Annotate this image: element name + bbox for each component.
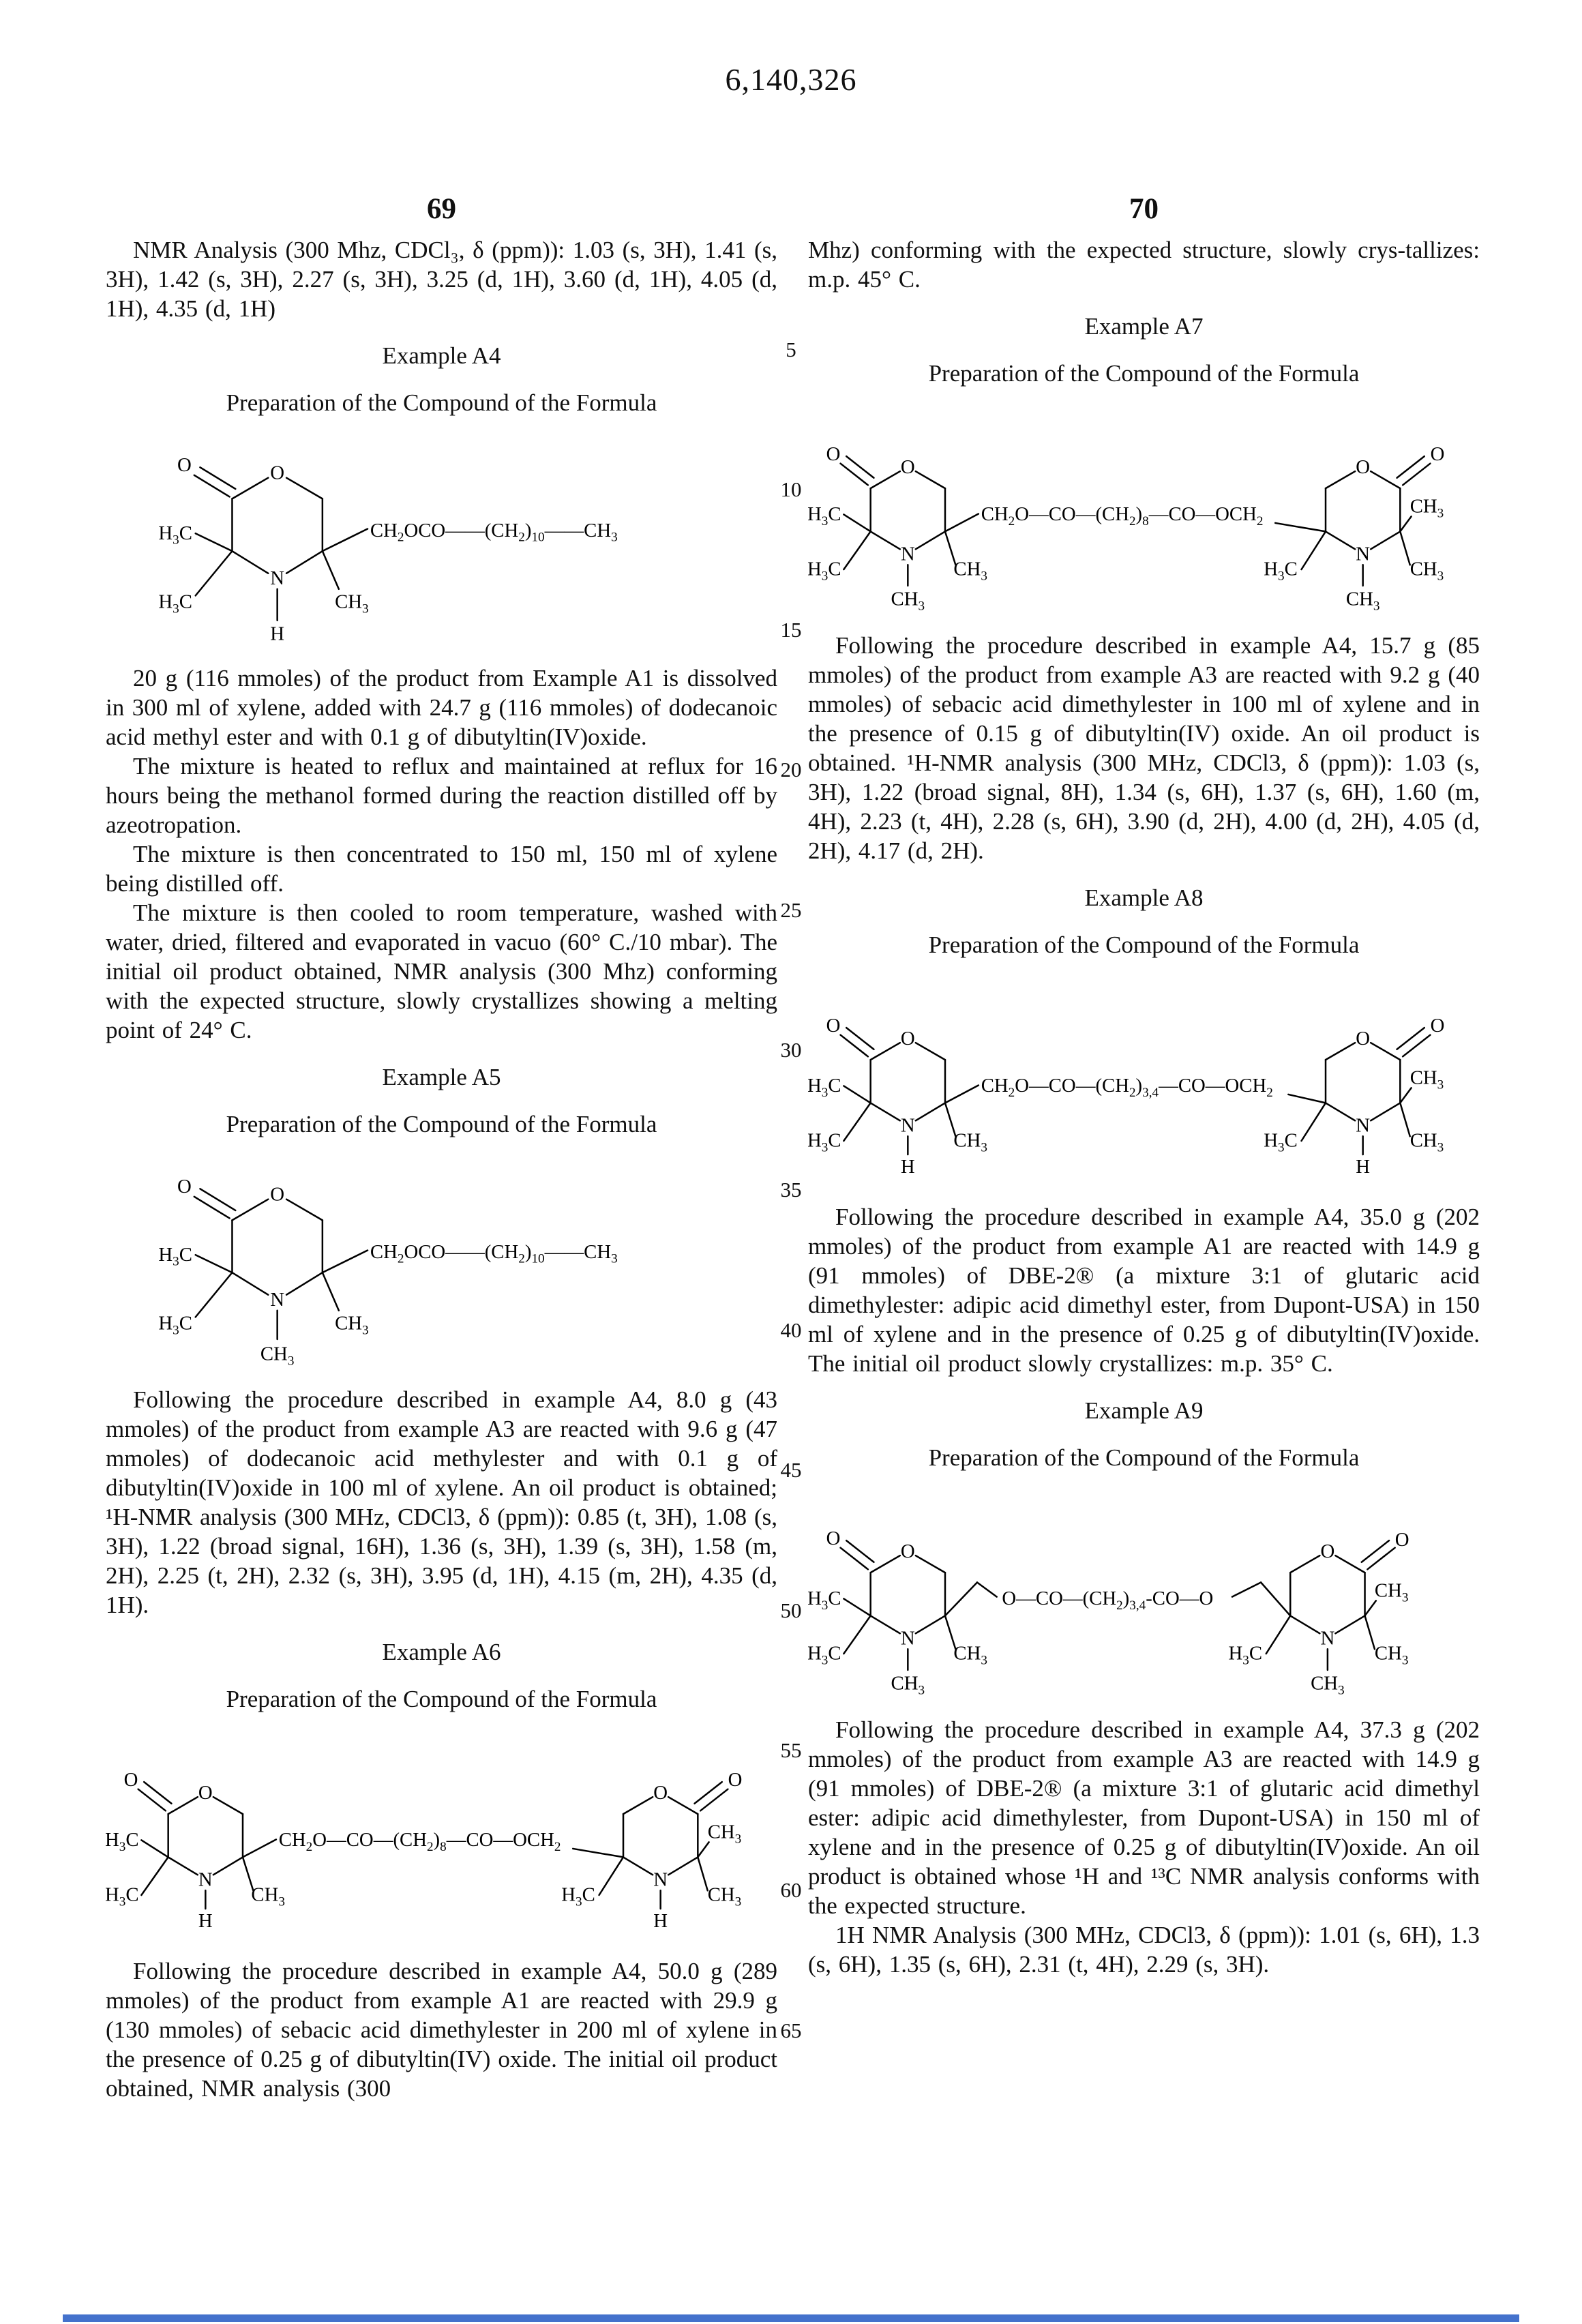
body-paragraph: 20 g (116 mmoles) of the product from Example A1 is dissolved in 300 ml of xylene, added with 24.7 g (116 mmoles) of dodecanoic acid methyl ester and with 0.1 g of dibutyltin(IV)oxide. <box>106 665 777 750</box>
bond-line <box>916 471 945 488</box>
atom-label: N <box>1320 1627 1335 1650</box>
atom-label: $H_3C$ <box>808 558 841 584</box>
preparation-heading: Preparation of the Compound of the Formula <box>226 1111 657 1137</box>
bond-line <box>1367 1548 1394 1570</box>
bond-line <box>232 1272 268 1295</box>
atom-label: $CH_3$ <box>1374 1579 1409 1605</box>
gutter-line-number: 10 <box>780 477 802 501</box>
structure-a7-drawing <box>808 395 1463 617</box>
bond-line <box>871 471 900 488</box>
atom-label: $CH_3$ <box>953 1642 987 1668</box>
atom-label: $CH_3$ <box>891 1672 925 1698</box>
bond-line <box>1335 1615 1364 1633</box>
bond-line <box>844 514 870 531</box>
atom-label: H <box>270 623 285 645</box>
bond-line <box>700 1789 728 1811</box>
example-heading: Example A7 <box>1084 313 1204 340</box>
atom-label: O <box>728 1768 743 1791</box>
gutter-line-number: 50 <box>780 1598 802 1622</box>
bond-line <box>232 551 268 573</box>
bond-line <box>1326 1103 1355 1120</box>
bond-line <box>945 1582 977 1615</box>
gutter-line-number: 25 <box>780 898 802 922</box>
body-paragraph: Following the procedure described in example A4, 37.3 g (202 mmoles) of the product from example A3 are reacted with 14.9 g (91 mmoles) of DBE-2® (a mixture 3:1 of glutaric acid dimethyl ester: adipic acid dimethylester, from Dupont-USA) in 150 ml of xylene and in the presence of 0.25 g of dibutyltin(IV)oxide. An oil product is obtained whose ¹H and ¹³C NMR analysis conforms with the expected structure. <box>808 1716 1480 1919</box>
atom-label: O <box>900 1028 915 1050</box>
atom-label: $CH_3$ <box>891 588 925 614</box>
atom-label: O <box>653 1782 668 1804</box>
atom-label: $H_3C$ <box>1264 1129 1298 1155</box>
atom-label: $CH_3$ <box>335 1312 369 1338</box>
atom-label: $CH_3$ <box>953 1129 987 1155</box>
structure-a7 <box>808 395 1480 624</box>
bond-line <box>196 533 233 551</box>
example-heading: Example A4 <box>382 342 501 369</box>
bond-line <box>844 1103 870 1141</box>
bond-line <box>1403 1035 1430 1057</box>
bond-line <box>841 1548 868 1570</box>
bond-line <box>194 475 230 497</box>
body-paragraph: The mixture is heated to reflux and maintained at reflux for 16 hours being the methanol formed during the reaction distilled off by azeotropation. <box>106 753 777 838</box>
bond-line <box>1290 1555 1319 1573</box>
atom-label: $H_3C$ <box>1228 1642 1263 1668</box>
preparation-heading: Preparation of the Compound of the Formula <box>226 1686 657 1712</box>
right-column <box>808 235 1480 1979</box>
atom-label: N <box>900 543 915 565</box>
atom-label: O <box>1320 1540 1335 1563</box>
preparation-heading: Preparation of the Compound of the Formula <box>928 360 1360 387</box>
atom-label: N <box>900 1627 915 1650</box>
bond-line <box>1397 1028 1424 1049</box>
bond-line <box>286 478 323 499</box>
atom-label: $CH_3$ <box>251 1883 285 1909</box>
atom-label: $CH_3$ <box>1311 1672 1345 1698</box>
bond-line <box>846 456 874 478</box>
bond-line <box>1400 516 1411 531</box>
bond-line <box>1302 531 1326 569</box>
bond-line <box>846 1028 874 1049</box>
bond-line <box>1288 1094 1326 1103</box>
bottom-accent-bar <box>63 2314 1519 2322</box>
structure-a6-drawing <box>106 1720 760 1943</box>
bond-line <box>1371 1043 1400 1060</box>
atom-label: $CH_3$ <box>1409 495 1444 521</box>
example-heading: Example A8 <box>1084 884 1204 911</box>
atom-label: $H_3C$ <box>808 1642 841 1668</box>
gutter-line-number: 35 <box>780 1178 802 1202</box>
atom-label: O <box>198 1782 213 1804</box>
body-paragraph: Following the procedure described in example A4, 15.7 g (85 mmoles) of the product from example A3 are reacted with 9.2 g (40 mmoles) of sebacic acid dimethylester in 100 ml of xylene and in the presence of 0.15 g of dibutyltin(IV) oxide. An oil product is obtained. ¹H-NMR analysis (300 MHz, CDCl3, δ (ppm)): 1.03 (s, 3H), 1.22 (broad signal, 8H), 1.34 (s, 6H), 1.37 (s, 6H), 1.60 (m, 4H), 2.23 (t, 4H), 2.28 (s, 6H), 3.90 (d, 2H), 4.00 (d, 2H), 4.05 (d, 2H), 4.17 (d, 2H). <box>808 632 1480 864</box>
left-column-number: 69 <box>427 193 456 225</box>
atom-label: N <box>270 567 285 590</box>
bond-line <box>844 1598 870 1615</box>
bond-line <box>1326 471 1355 488</box>
bond-line <box>1371 531 1400 549</box>
atom-label: N <box>1356 1114 1371 1137</box>
atom-label: $CH_3$ <box>260 1343 295 1369</box>
bond-line <box>213 1857 243 1875</box>
bond-line <box>1400 1088 1411 1103</box>
bond-line <box>1261 1582 1290 1615</box>
bond-line <box>196 1272 233 1317</box>
atom-label: $CH_3$ <box>707 1883 742 1909</box>
atom-label: $H_3C$ <box>1264 558 1298 584</box>
bond-line <box>916 531 945 549</box>
structure-a6 <box>106 1720 777 1950</box>
bond-line <box>1266 1615 1290 1654</box>
body-paragraph: NMR Analysis (300 Mhz, CDCl₃, δ (ppm)): 1.03 (s, 3H), 1.41 (s, 3H), 1.42 (s, 3H), 2.27 (s, 3H), 3.25 (d, 1H), 3.60 (d, 1H), 4.05 (d, 1H), 4.35 (d, 1H) <box>106 237 777 322</box>
gutter-line-number: 55 <box>780 1738 802 1762</box>
preparation-heading: Preparation of the Compound of the Formula <box>928 1444 1360 1471</box>
bond-line <box>323 551 339 589</box>
bond-line <box>1275 523 1326 531</box>
bond-line <box>286 1272 323 1295</box>
atom-label: O <box>900 456 915 479</box>
bond-line <box>871 531 900 549</box>
atom-label: O <box>1356 456 1371 479</box>
bond-line <box>168 1857 198 1875</box>
atom-label: $H_3C$ <box>158 1312 192 1338</box>
bond-line <box>1326 531 1355 549</box>
bond-line <box>945 1086 979 1103</box>
atom-label: O <box>826 1014 841 1037</box>
bond-line <box>698 1857 707 1890</box>
atom-label: H <box>900 1155 915 1178</box>
bond-line <box>1400 1103 1409 1136</box>
bond-line <box>200 467 235 489</box>
atom-label: $H_3C$ <box>808 1588 841 1613</box>
bond-line <box>1403 464 1430 486</box>
body-paragraph: The mixture is then concentrated to 150 ml, 150 ml of xylene being distilled off. <box>106 841 777 897</box>
bond-line <box>623 1857 653 1875</box>
gutter-line-number: 20 <box>780 758 802 781</box>
bond-line <box>841 1035 868 1057</box>
example-heading: Example A5 <box>382 1064 501 1090</box>
atom-label: $CH_2OCO——(CH_2)_{10}——CH_3$ <box>370 1241 618 1266</box>
atom-label: $H_3C$ <box>561 1883 595 1909</box>
atom-label: $CH_3$ <box>1409 1129 1444 1155</box>
right-column-number: 70 <box>1129 193 1159 225</box>
atom-label: O <box>1394 1528 1409 1551</box>
atom-label: $O—CO—(CH_2)_{3,4}-CO—O$ <box>1002 1588 1214 1613</box>
atom-label: $CH_2O—CO—(CH_2)_8—CO—OCH_2$ <box>278 1829 561 1854</box>
bond-line <box>698 1842 708 1857</box>
atom-label: O <box>1430 1014 1445 1037</box>
atom-label: $H_3C$ <box>106 1829 139 1854</box>
bond-line <box>196 1255 233 1272</box>
structure-a8-drawing <box>808 966 1463 1189</box>
atom-label: N <box>198 1868 213 1891</box>
bond-line <box>668 1797 698 1814</box>
bond-line <box>168 1797 198 1814</box>
atom-label: H <box>198 1909 213 1932</box>
body-paragraph: Following the procedure described in example A4, 8.0 g (43 mmoles) of the product from example A3 are reacted with 9.6 g (47 mmoles) of dodecanoic acid methylester and with 0.1 g of dibutyltin(IV)oxide in 100 ml of xylene. An oil product is obtained; ¹H-NMR analysis (300 MHz, CDCl3, δ (ppm)): 0.85 (t, 3H), 1.08 (s, 3H), 1.22 (broad signal, 16H), 1.36 (s, 3H), 1.39 (s, 3H), 1.58 (m, 2H), 2.25 (t, 2H), 2.32 (s, 3H), 3.95 (d, 1H), 4.15 (m, 2H), 4.35 (d, 1H). <box>106 1386 777 1618</box>
atom-label: O <box>826 443 841 465</box>
bond-line <box>977 1582 997 1596</box>
preparation-heading: Preparation of the Compound of the Formula <box>226 389 657 416</box>
bond-line <box>194 1197 230 1219</box>
atom-label: O <box>177 454 192 477</box>
preparation-heading: Preparation of the Compound of the Formula <box>928 932 1360 958</box>
bond-line <box>1362 1540 1389 1562</box>
bond-line <box>200 1189 235 1210</box>
bond-line <box>1397 456 1424 478</box>
atom-label: $H_3C$ <box>808 503 841 528</box>
structure-a5-drawing <box>106 1146 760 1371</box>
bond-line <box>1371 1103 1400 1120</box>
atom-label: O <box>123 1768 138 1791</box>
bond-line <box>141 1840 168 1857</box>
bond-line <box>232 478 268 499</box>
atom-label: $CH_3$ <box>953 558 987 584</box>
bond-line <box>286 551 323 573</box>
atom-label: O <box>1430 443 1445 465</box>
bond-line <box>141 1857 168 1895</box>
bond-line <box>844 531 870 569</box>
bond-line <box>916 1043 945 1060</box>
atom-label: $CH_3$ <box>707 1821 742 1847</box>
atom-label: N <box>1356 543 1371 565</box>
bond-line <box>1302 1103 1326 1141</box>
structure-a9 <box>808 1479 1480 1708</box>
bond-line <box>1335 1555 1364 1573</box>
bond-line <box>323 1251 368 1273</box>
atom-label: N <box>900 1114 915 1137</box>
bond-line <box>599 1857 623 1895</box>
bond-line <box>1371 471 1400 488</box>
bond-line <box>871 1103 900 1120</box>
atom-label: O <box>826 1527 841 1549</box>
bond-line <box>286 1200 323 1221</box>
structure-a4-drawing <box>106 424 760 650</box>
bond-line <box>916 1555 945 1573</box>
bond-line <box>841 464 868 486</box>
atom-label: $CH_2O—CO—(CH_2)_8—CO—OCH_2$ <box>981 503 1264 528</box>
atom-label: $CH_2OCO——(CH_2)_{10}——CH_3$ <box>370 520 618 545</box>
gutter-line-number: 5 <box>786 338 796 361</box>
bond-line <box>213 1797 243 1814</box>
bond-line <box>695 1782 722 1804</box>
atom-label: O <box>270 462 285 484</box>
atom-label: $H_3C$ <box>158 522 192 548</box>
bond-line <box>232 1200 268 1221</box>
gutter-line-number: 45 <box>780 1458 802 1482</box>
bond-line <box>844 1615 870 1654</box>
bond-line <box>573 1849 623 1857</box>
body-paragraph: Following the procedure described in example A4, 35.0 g (202 mmoles) of the product from example A1 are reacted with 14.9 g (91 mmoles) of DBE-2® (a mixture 3:1 of glutaric acid dimethylester: adipic acid dimethyl ester, from Dupont-USA) in 150 ml of xylene and in the presence of 0.25 g of dibutyltin(IV)oxide. The initial oil product slowly crystallizes: m.p. 35° C. <box>808 1204 1480 1377</box>
atom-label: H <box>1356 1155 1371 1178</box>
bond-line <box>844 1086 870 1103</box>
bond-line <box>323 1272 339 1311</box>
atom-label: H <box>653 1909 668 1932</box>
atom-label: $CH_3$ <box>335 591 369 616</box>
atom-label: N <box>270 1289 285 1311</box>
body-paragraph: 1H NMR Analysis (300 MHz, CDCl3, δ (ppm)): 1.01 (s, 6H), 1.3 (s, 6H), 1.35 (s, 6H), 2.31 (t, 4H), 2.29 (s, 3H). <box>808 1922 1480 1978</box>
bond-line <box>668 1857 698 1875</box>
structure-a5 <box>106 1146 777 1378</box>
bond-line <box>623 1797 653 1814</box>
bond-line <box>1232 1582 1261 1596</box>
bond-line <box>1365 1600 1376 1615</box>
atom-label: N <box>653 1868 668 1891</box>
atom-label: $H_3C$ <box>158 1243 192 1269</box>
body-paragraph: Following the procedure described in example A4, 50.0 g (289 mmoles) of the product from example A1 are reacted with 29.9 g (130 mmoles) of sebacic acid dimethylester in 200 ml of xylene in the presence of 0.25 g of dibutyltin(IV) oxide. The initial oil product obtained, NMR analysis (300 <box>106 1958 777 2102</box>
structure-a9-drawing <box>808 1479 1463 1701</box>
bond-line <box>871 1615 900 1633</box>
atom-label: $CH_3$ <box>1409 558 1444 584</box>
gutter-line-number: 40 <box>780 1318 802 1342</box>
patent-number: 6,140,326 <box>725 62 857 97</box>
atom-label: O <box>900 1540 915 1563</box>
atom-label: $H_3C$ <box>808 1075 841 1100</box>
bond-line <box>871 1043 900 1060</box>
bond-line <box>871 1555 900 1573</box>
bond-line <box>1326 1043 1355 1060</box>
bond-line <box>916 1615 945 1633</box>
bond-line <box>846 1540 874 1562</box>
atom-label: $CH_3$ <box>1374 1642 1409 1668</box>
atom-label: $CH_3$ <box>1345 588 1380 614</box>
atom-label: $H_3C$ <box>106 1883 139 1909</box>
structure-a8 <box>808 966 1480 1195</box>
atom-label: O <box>1356 1028 1371 1050</box>
body-paragraph: Mhz) conforming with the expected structure, slowly crys-tallizes: m.p. 45° C. <box>808 237 1480 293</box>
atom-label: $CH_2O—CO—(CH_2)_{3,4}—CO—OCH_2$ <box>981 1075 1273 1100</box>
atom-label: $H_3C$ <box>808 1129 841 1155</box>
gutter-line-number: 30 <box>780 1038 802 1062</box>
bond-line <box>138 1789 166 1811</box>
structure-a4 <box>106 424 777 657</box>
bond-line <box>1365 1615 1375 1649</box>
bond-line <box>323 529 368 552</box>
bond-line <box>196 551 233 595</box>
bond-line <box>945 514 979 532</box>
example-heading: Example A6 <box>382 1639 501 1665</box>
example-heading: Example A9 <box>1084 1397 1204 1424</box>
atom-label: $H_3C$ <box>158 591 192 616</box>
gutter-line-number: 65 <box>780 2018 802 2042</box>
bond-line <box>144 1782 171 1804</box>
atom-label: O <box>177 1176 192 1198</box>
bond-line <box>916 1103 945 1120</box>
atom-label: O <box>270 1183 285 1206</box>
gutter-line-number: 15 <box>780 618 802 642</box>
atom-label: $CH_3$ <box>1409 1067 1444 1092</box>
body-paragraph: The mixture is then cooled to room temperature, washed with water, dried, filtered and evaporated in vacuo (60° C./10 mbar). The initial oil product obtained, NMR analysis (300 Mhz) conforming with the expected structure, slowly crystallizes showing a melting point of 24° C. <box>106 899 777 1043</box>
bond-line <box>1290 1615 1319 1633</box>
bond-line <box>243 1840 276 1858</box>
left-column <box>106 235 777 2103</box>
gutter-line-number: 60 <box>780 1878 802 1902</box>
bond-line <box>1400 531 1409 565</box>
